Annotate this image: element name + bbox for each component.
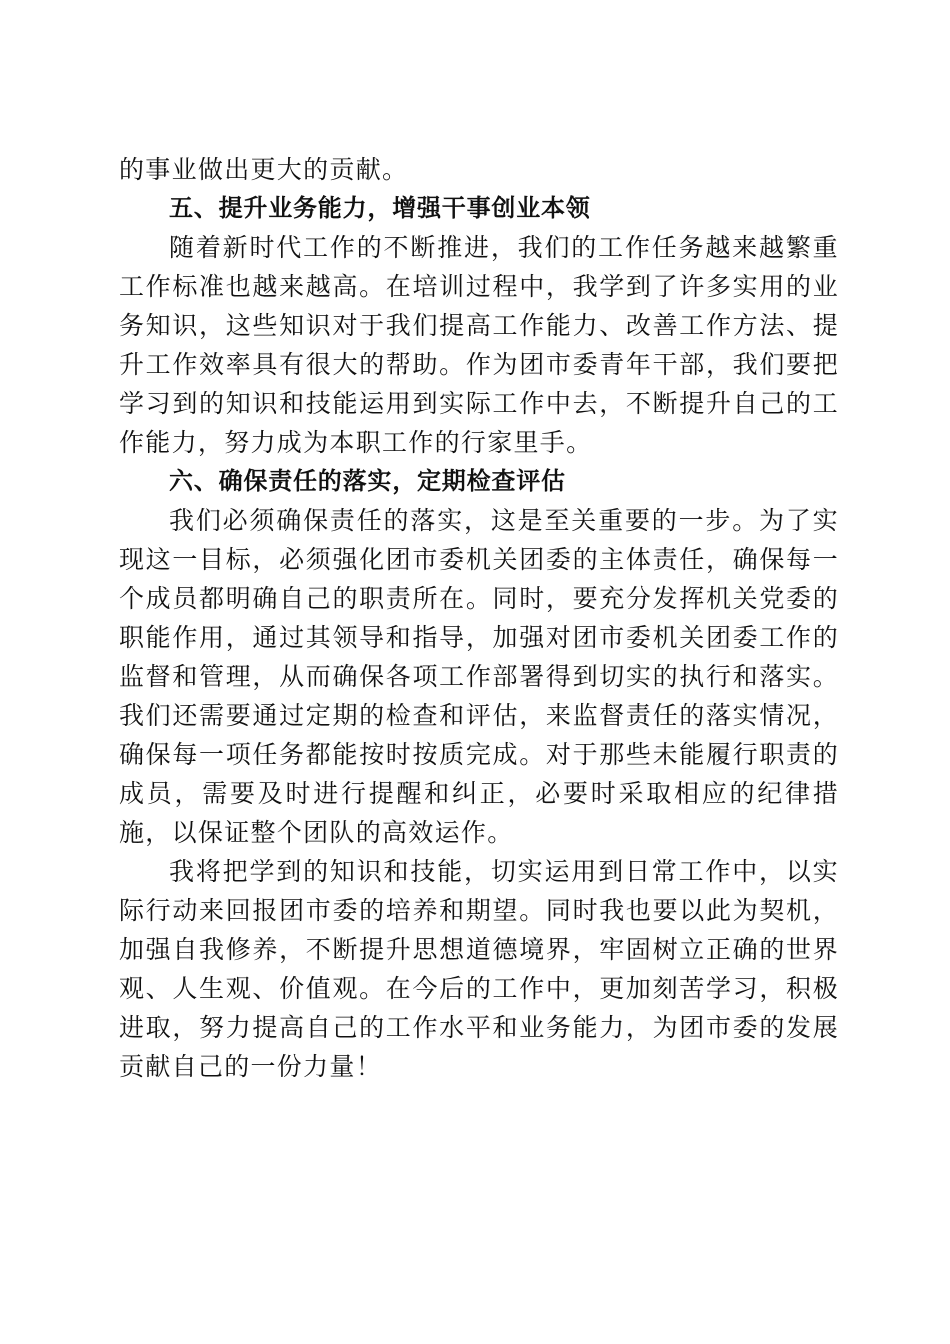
document-body	[119, 150, 839, 1086]
continued-paragraph: 的事业做出更大的贡献。	[119, 155, 409, 184]
section-heading-5: 五、提升业务能力，增强干事创业本领	[169, 194, 591, 222]
closing-paragraph: 我将把学到的知识和技能，切实运用到日常工作中，以实际行动来回报团市委的培养和期望。同时我也要以此为契机，加强自我修养，不断提升思想道德境界，牢固树立正确的世界观、人生观、价值观。在今后的工作中，更加刻苦学习，积极进取，努力提高自己的工作水平和业务能力，为团市委的发展贡献自己的一份力量！	[119, 857, 839, 1081]
section-5-paragraph: 随着新时代工作的不断推进，我们的工作任务越来越繁重工作标准也越来越高。在培训过程中，我学到了许多实用的业务知识，这些知识对于我们提高工作能力、改善工作方法、提升工作效率具有很大的帮助。作为团市委青年干部，我们要把学习到的知识和技能运用到实际工作中去，不断提升自己的工作能力，努力成为本职工作的行家里手。	[119, 233, 839, 457]
section-heading-6: 六、确保责任的落实，定期检查评估	[169, 467, 566, 495]
section-6-paragraph: 我们必须确保责任的落实，这是至关重要的一步。为了实现这一目标，必须强化团市委机关团委的主体责任，确保每一个成员都明确自己的职责所在。同时，要充分发挥机关党委的职能作用，通过其领导和指导，加强对团市委机关团委工作的监督和管理，从而确保各项工作部署得到切实的执行和落实。我们还需要通过定期的检查和评估，来监督责任的落实情况，确保每一项任务都能按时按质完成。对于那些未能履行职责的成员，需要及时进行提醒和纠正，必要时采取相应的纪律措施，以保证整个团队的高效运作。	[119, 506, 839, 847]
